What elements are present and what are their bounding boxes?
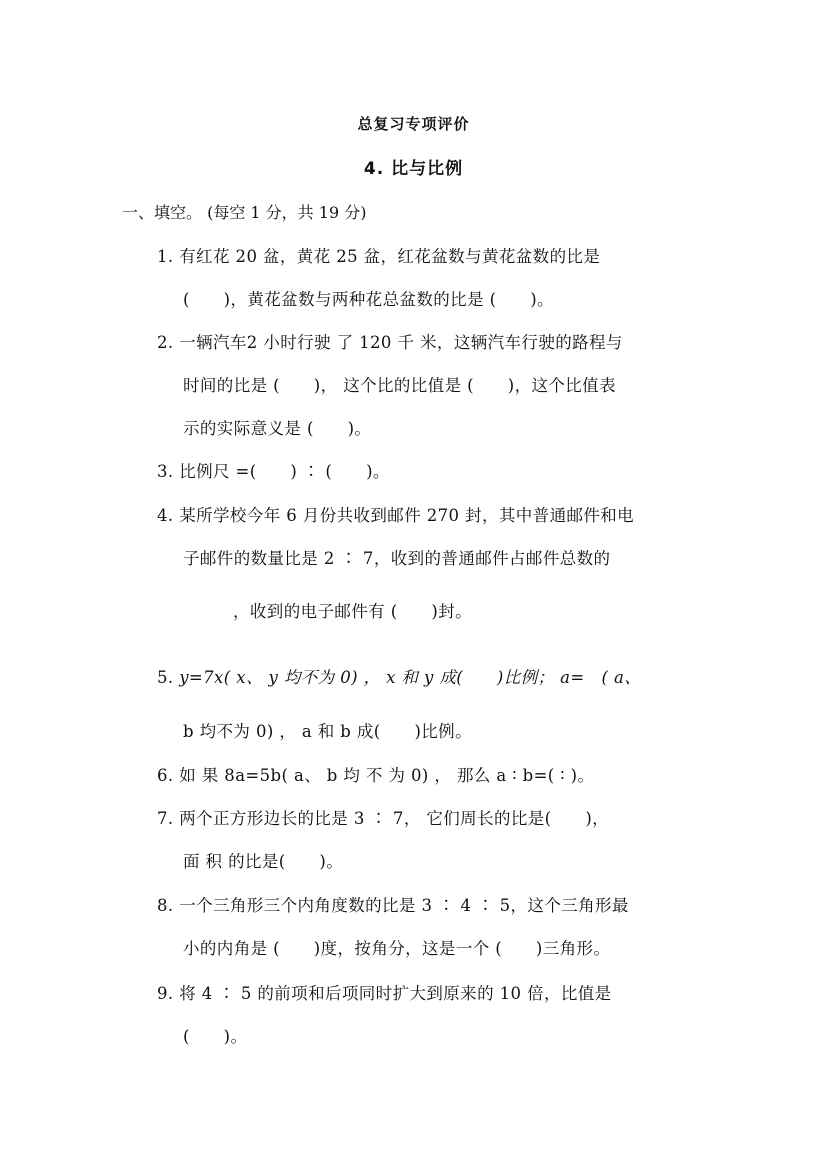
question-4-line-3: ，收到的电子邮件有 ( )封。 [233, 602, 473, 621]
question-number: 8. [157, 896, 174, 915]
question-8-line-2: 小的内角是 ( )度，按角分，这是一个 ( )三角形。 [183, 939, 611, 958]
section-heading: 一、填空。 (每空 1 分，共 19 分) [122, 203, 367, 222]
question-number: 2. [157, 333, 174, 352]
question-4 [157, 502, 634, 526]
question-number: 5. [157, 668, 174, 687]
question-text: 某所学校今年 6 月份共收到邮件 270 封，其中普通邮件和电 [179, 506, 635, 525]
question-2 [157, 329, 623, 353]
question-text: 将 4 ∶ 5 的前项和后项同时扩大到原来的 10 倍，比值是 [179, 984, 612, 1003]
question-2-line-3: 示的实际意义是 ( )。 [183, 419, 372, 438]
question-text: 一辆汽车2 小时行驶 了 120 千 米，这辆汽车行驶的路程与 [179, 333, 623, 352]
question-4-line-2: 子邮件的数量比是 2 ∶ 7，收到的普通邮件占邮件总数的 [183, 549, 611, 568]
question-7 [157, 805, 609, 829]
question-8 [157, 892, 629, 916]
question-5-line-2: b 均不为 0) ， a 和 b 成( )比例。 [183, 722, 472, 741]
question-9 [157, 980, 612, 1004]
question-number: 9. [157, 984, 174, 1003]
question-text: y=7x( x、 y 均不为 0) ， x 和 y 成( )比例； a= ( a、 [179, 668, 642, 687]
series-title: 总复习专项评价 [357, 115, 470, 133]
chapter-title: 4. 比与比例 [363, 159, 464, 179]
question-text: 比例尺 =( ) ∶ ( )。 [179, 462, 390, 481]
question-number: 3. [157, 462, 174, 481]
question-7-line-2: 面 积 的比是( )。 [183, 852, 344, 871]
question-number: 1. [157, 247, 174, 266]
question-text: 一个三角形三个内角度数的比是 3 ∶ 4 ∶ 5，这个三角形最 [179, 896, 629, 915]
question-number: 6. [157, 766, 174, 785]
question-text: 如 果 8a=5b( a、 b 均 不 为 0) ， 那么 a ∶ b=( ∶ )。 [179, 766, 595, 785]
question-1 [157, 243, 600, 267]
question-2-line-2: 时间的比是 ( )， 这个比的比值是 ( )，这个比值表 [183, 376, 616, 395]
question-text: 有红花 20 盆，黄花 25 盆，红花盆数与黄花盆数的比是 [179, 247, 601, 266]
question-9-line-2: ( )。 [183, 1027, 248, 1046]
question-number: 7. [157, 809, 174, 828]
question-1-line-2: ( )，黄花盆数与两种花总盆数的比是 ( )。 [183, 290, 554, 309]
question-text: 两个正方形边长的比是 3 ∶ 7， 它们周长的比是( )， [179, 809, 610, 828]
question-5 [157, 664, 641, 688]
question-6 [157, 762, 594, 786]
question-3 [157, 458, 390, 482]
question-number: 4. [157, 506, 174, 525]
